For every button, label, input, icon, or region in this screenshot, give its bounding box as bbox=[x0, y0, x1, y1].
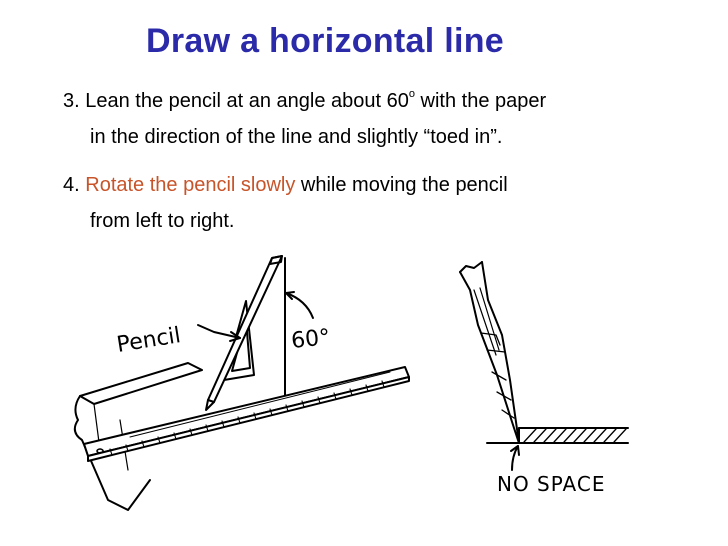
pencil-body bbox=[208, 256, 282, 402]
step-3-line-2: in the direction of the line and slightly “toed in”. bbox=[90, 126, 503, 148]
ruler-hatching bbox=[524, 429, 626, 442]
board-surface-edge bbox=[130, 372, 390, 437]
step-3-number: 3. bbox=[63, 90, 80, 112]
no-space-label: NO SPACE bbox=[497, 472, 606, 496]
degree-superscript: o bbox=[408, 88, 415, 100]
slide-title: Draw a horizontal line bbox=[146, 22, 504, 60]
pencil-leader-line bbox=[198, 325, 240, 338]
angle-label: 60° bbox=[290, 325, 332, 354]
step-4-text-post: while moving the pencil bbox=[295, 174, 508, 196]
pencil-label: Pencil bbox=[115, 323, 183, 358]
closeup-pencil-left-edge bbox=[460, 272, 519, 443]
step-4-highlight: Rotate the pencil slowly bbox=[85, 174, 296, 196]
step-3-text-pre: Lean the pencil at an angle about 60 bbox=[85, 90, 409, 112]
closeup-pencil-top bbox=[460, 262, 482, 272]
step-3-text-post: with the paper bbox=[414, 90, 547, 112]
step-4-number: 4. bbox=[63, 174, 80, 196]
drawing-board bbox=[80, 363, 202, 404]
step-4-line-2: from left to right. bbox=[90, 210, 235, 232]
